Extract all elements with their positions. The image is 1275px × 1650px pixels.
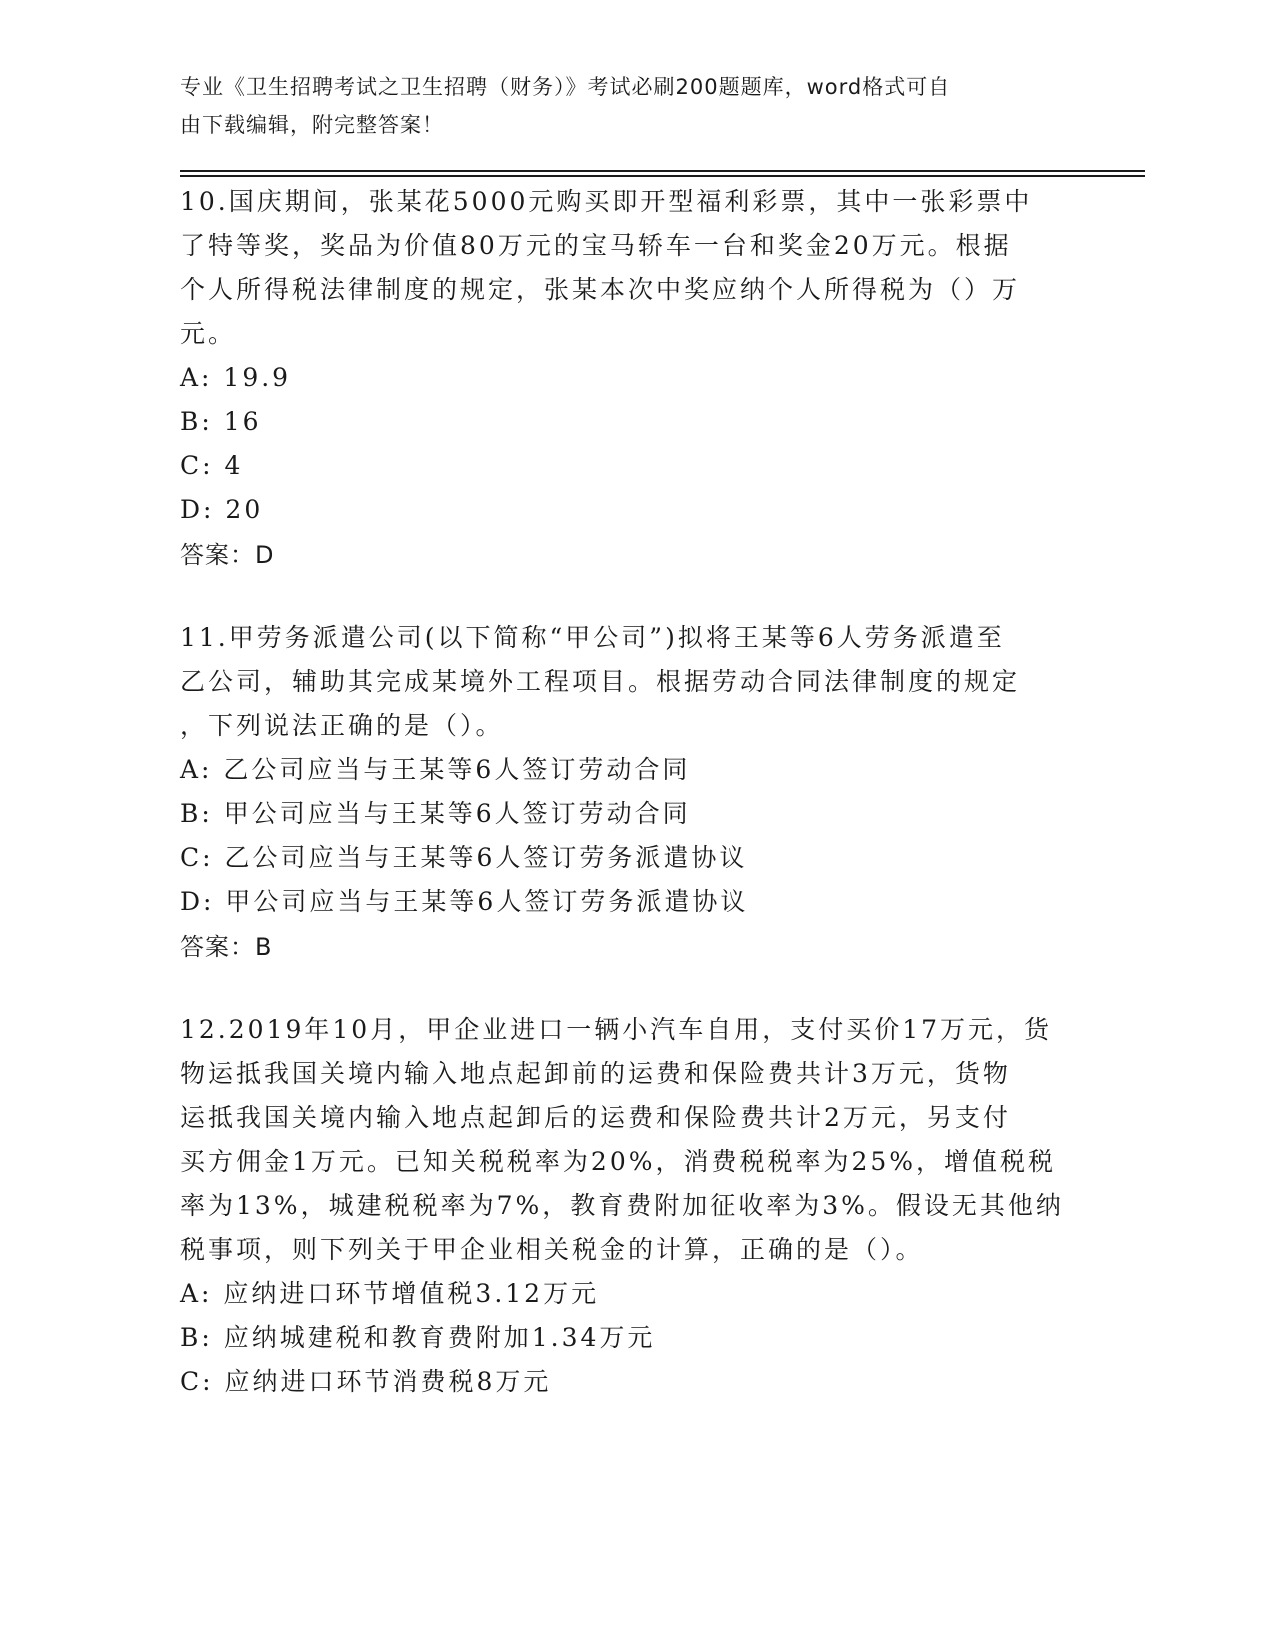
stem-line: 10.国庆期间，张某花5000元购买即开型福利彩票，其中一张彩票中 <box>180 187 1033 216</box>
document-header <box>180 68 1060 144</box>
stem-line: 11.甲劳务派遣公司(以下简称“甲公司”)拟将王某等6人劳务派遣至 <box>180 623 1005 652</box>
stem-line: ，下列说法正确的是（）。 <box>180 711 504 740</box>
header-rule-bottom <box>180 175 1145 177</box>
stem-line: 个人所得税法律制度的规定，张某本次中奖应纳个人所得税为（）万 <box>180 275 1021 304</box>
stem-line: 元。 <box>180 319 237 348</box>
stem-line: 运抵我国关境内输入地点起卸后的运费和保险费共计2万元，另支付 <box>180 1103 1011 1132</box>
stem-line: 了特等奖，奖品为价值80万元的宝马轿车一台和奖金20万元。根据 <box>180 231 1012 260</box>
header-line-1: 专业《卫生招聘考试之卫生招聘（财务）》考试必刷200题题库，word格式可自 <box>180 75 951 99</box>
option-b: B: 应纳城建税和教育费附加1.34万元 <box>180 1323 656 1352</box>
stem-line: 率为13%，城建税税率为7%，教育费附加征收率为3%。假设无其他纳 <box>180 1191 1064 1220</box>
answer: 答案：D <box>180 541 275 569</box>
option-d: D: 20 <box>180 495 264 524</box>
option-a: A: 19.9 <box>180 363 292 392</box>
stem-line: 物运抵我国关境内输入地点起卸前的运费和保险费共计3万元，货物 <box>180 1059 1011 1088</box>
question-stem <box>180 180 1070 356</box>
option-b: B: 16 <box>180 407 262 436</box>
stem-line: 买方佣金1万元。已知关税税率为20%，消费税税率为25%，增值税税 <box>180 1147 1057 1176</box>
question-12 <box>180 1008 1070 1404</box>
header-line-2: 由下载编辑，附完整答案！ <box>180 113 444 137</box>
option-b: B: 甲公司应当与王某等6人签订劳动合同 <box>180 799 691 828</box>
option-c: C: 4 <box>180 451 244 480</box>
header-rule-top <box>180 170 1145 172</box>
question-11 <box>180 616 1070 970</box>
option-c: C: 应纳进口环节消费税8万元 <box>180 1367 552 1396</box>
stem-line: 税事项，则下列关于甲企业相关税金的计算，正确的是（）。 <box>180 1235 924 1264</box>
option-d: D: 甲公司应当与王某等6人签订劳务派遣协议 <box>180 887 749 916</box>
stem-line: 12.2019年10月，甲企业进口一辆小汽车自用，支付买价17万元，货 <box>180 1015 1053 1044</box>
question-10 <box>180 180 1070 578</box>
option-a: A: 乙公司应当与王某等6人签订劳动合同 <box>180 755 691 784</box>
answer: 答案：B <box>180 933 273 961</box>
option-c: C: 乙公司应当与王某等6人签订劳务派遣协议 <box>180 843 748 872</box>
question-stem <box>180 616 1070 748</box>
stem-line: 乙公司，辅助其完成某境外工程项目。根据劳动合同法律制度的规定 <box>180 667 1021 696</box>
option-a: A: 应纳进口环节增值税3.12万元 <box>180 1279 600 1308</box>
question-stem <box>180 1008 1070 1272</box>
